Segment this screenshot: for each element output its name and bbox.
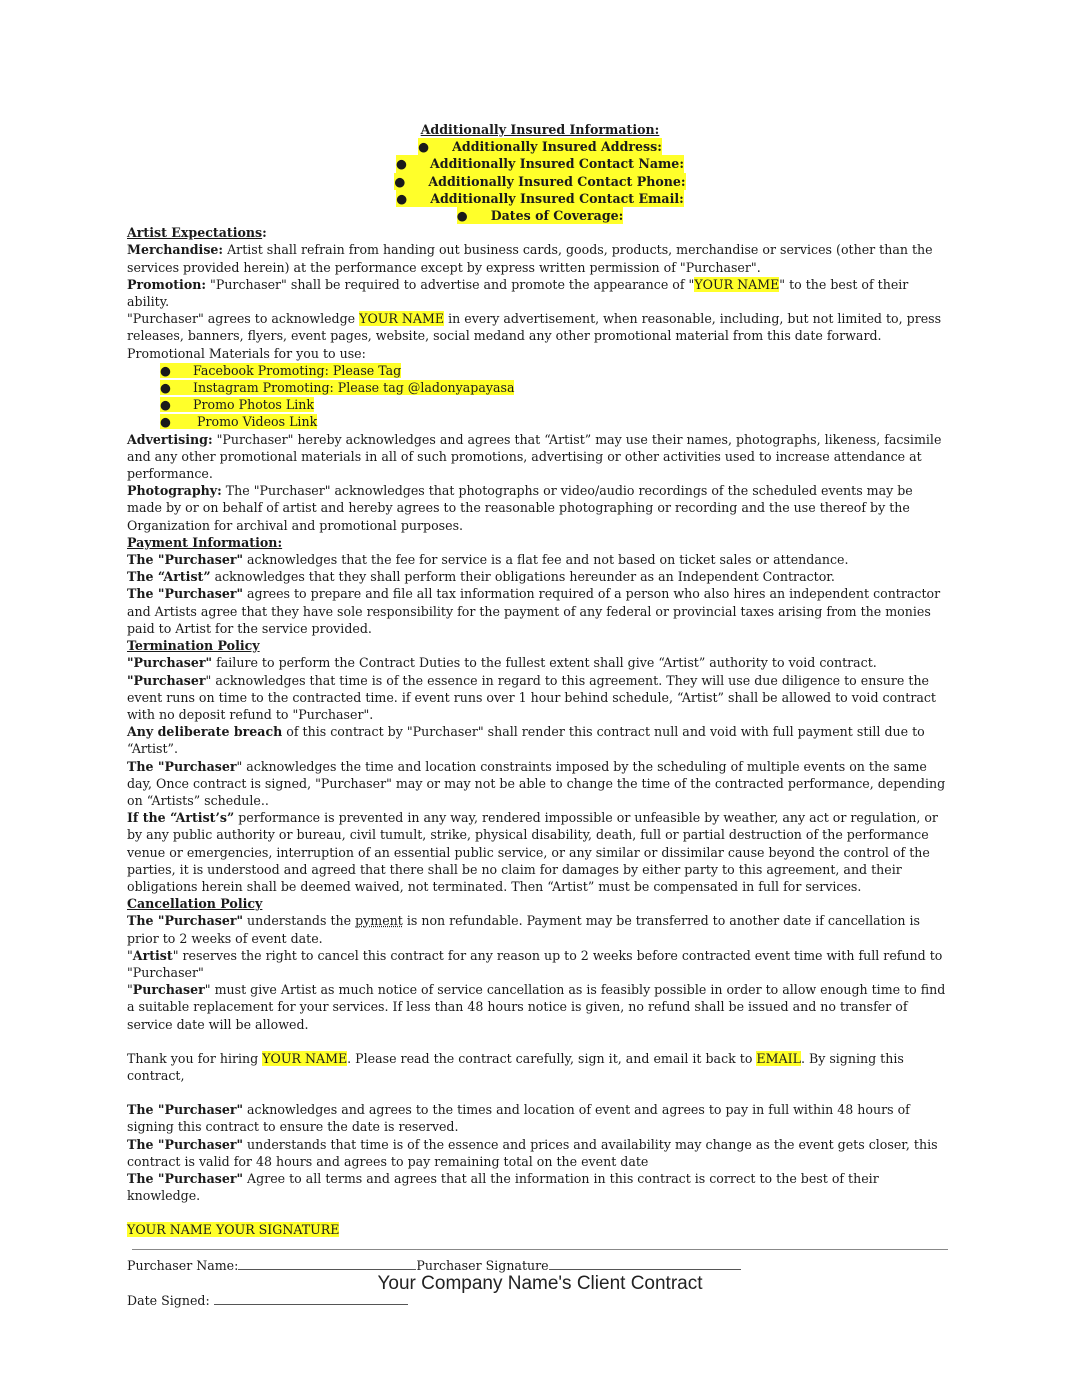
bullet-icon: ● <box>396 190 408 206</box>
list-item: ● Facebook Promoting: Please Tag <box>160 362 402 378</box>
purchaser-sign-line: Purchaser Name: Purchaser Signature <box>127 1256 947 1274</box>
footer-divider <box>132 1249 948 1250</box>
expectations-heading: Artist Expectations: <box>127 225 267 241</box>
agreement-clause-3: The "Purchaser" Agree to all terms and agrees that all the information in this contract is correct to the best of their knowledge. <box>127 1170 879 1204</box>
signature-highlight: YOUR NAME YOUR SIGNATURE <box>127 1222 340 1238</box>
termination-clause-4: The "Purchaser" acknowledges the time and location constraints imposed by the scheduling of multiple events on the same day, Once contract is signed, "Purchaser" may or may not be able to change the time of the contracted performance, depending on “Artists” schedule.. <box>127 758 946 808</box>
insured-item-contact-phone: ● Additionally Insured Contact Phone: <box>394 173 686 189</box>
agreement-clause-2: The "Purchaser" understands that time is of the essence and prices and availability may change as the event gets closer, this contract is valid for 48 hours and agrees to pay remaining total on the event date <box>127 1136 938 1169</box>
thank-you-line: Thank you for hiring YOUR NAME. Please read the contract carefully, sign it, and email it back to EMAIL. By signing this contract, <box>127 1050 904 1083</box>
bullet-icon: ● <box>160 414 171 430</box>
your-name-highlight: YOUR NAME <box>359 311 445 327</box>
cancellation-clause-3: "Purchaser" must give Artist as much notice of service cancellation as is feasibly possible in order to allow enough time to find a suitable replacement for your services. If less than 48 hours notice is given, no refund shall be issued and no transfer of service date will be allowed. <box>127 982 946 1032</box>
insured-block <box>0 121 1080 224</box>
insured-item-address: ● Additionally Insured Address: <box>418 139 662 155</box>
advertising-clause: Advertising: "Purchaser" hereby acknowledges and agrees that “Artist” may use their names, photographs, likeness, facsimile and any other promotional materials in all of such promotions, advertising or other activities used to increase attendance at performance. <box>127 431 942 482</box>
date-signed-line: Date Signed: <box>127 1291 947 1309</box>
purchaser-name-field[interactable] <box>238 1256 416 1270</box>
insured-item-contact-email: ● Additionally Insured Contact Email: <box>396 190 684 206</box>
payment-clause-1: The "Purchaser" acknowledges that the fee for service is a flat fee and not based on ticket sales or attendance. <box>127 552 849 568</box>
bullet-icon: ● <box>160 397 171 413</box>
list-item: ● Promo Videos Link <box>160 414 318 430</box>
bullet-icon: ● <box>160 380 171 396</box>
merchandise-clause: Merchandise: Artist shall refrain from handing out business cards, goods, products, merchandise or services (other than the services provided herein) at the performance except by express written permission of "Purchaser". <box>127 242 933 275</box>
bullet-icon: ● <box>456 208 468 224</box>
bullet-icon: ● <box>418 139 430 155</box>
bullet-icon: ● <box>396 156 407 172</box>
your-name-highlight: YOUR NAME <box>694 276 780 292</box>
your-name-highlight: YOUR NAME <box>262 1050 348 1066</box>
agreement-clause-1: The "Purchaser" acknowledges and agrees to the times and location of event and agrees to pay in full within 48 hours of signing this contract to ensure the date is reserved. <box>127 1102 910 1135</box>
footer-title: Your Company Name's Client Contract <box>377 1273 703 1294</box>
payment-clause-3: The "Purchaser" agrees to prepare and file all tax information required of a person who also hires an independent contractor and Artists agree that they have sole responsibility for the payment of any federal or provincial taxes arising from the monies paid to Artist for the service provided. <box>127 586 941 636</box>
promotion-clause: Promotion: "Purchaser" shall be required to advertise and promote the appearance of "YOUR NAME" to the best of their ability. <box>127 276 909 310</box>
cancellation-clause-1: The "Purchaser" understands the pyment is non refundable. Payment may be transferred to another date if cancellation is prior to 2 weeks of event date. <box>127 913 920 946</box>
termination-clause-1: "Purchaser" failure to perform the Contract Duties to the fullest extent shall give “Artist” authority to void contract. <box>127 655 877 671</box>
cancellation-heading: Cancellation Policy <box>127 896 263 912</box>
contract-page <box>127 121 947 1309</box>
list-item: ● Promo Photos Link <box>160 397 315 413</box>
termination-clause-5: If the “Artist’s” performance is prevented in any way, rendered impossible or unfeasible by weather, any act or regulation, or by any public authority or bureau, civil tumult, strike, physical disability, death, full or partial destruction of the performance venue or emergencies, interruption of an essential public service, or any similar or dissimilar cause beyond the control of the parties, it is understood and agreed that there shall be no claim for damages by either party to this agreement, and their obligations herein shall be deemed waived, not terminated. Then “Artist” must be compensated in full for services. <box>127 810 938 894</box>
termination-heading: Termination Policy <box>127 638 260 654</box>
promo-materials-list <box>127 362 947 431</box>
bullet-icon: ● <box>394 173 406 189</box>
bullet-icon: ● <box>160 362 171 378</box>
payment-heading: Payment Information: <box>127 534 283 550</box>
insured-title: Additionally Insured Information: <box>420 122 660 137</box>
insured-item-contact-name: ● Additionally Insured Contact Name: <box>396 156 684 172</box>
materials-intro: Promotional Materials for you to use: <box>127 345 366 361</box>
termination-clause-3: Any deliberate breach of this contract by "Purchaser" shall render this contract null and void with full payment still due to “Artist”. <box>127 724 925 757</box>
list-item: ● Instagram Promoting: Please tag @ladonyapayasa <box>160 380 515 396</box>
insured-item-dates: ● Dates of Coverage: <box>456 208 624 224</box>
cancellation-clause-2: "Artist" reserves the right to cancel this contract for any reason up to 2 weeks before contracted event time with full refund to "Purchaser" <box>127 947 943 980</box>
payment-clause-2: The “Artist” acknowledges that they shall perform their obligations hereunder as an Independent Contractor. <box>127 569 835 585</box>
termination-clause-2: "Purchaser" acknowledges that time is of the essence in regard to this agreement. They will use due diligence to ensure the event runs on time to the contracted time. if event runs over 1 hour behind schedule, “Artist” shall be allowed to void contract with no deposit refund to "Purchaser". <box>127 672 936 722</box>
email-highlight: EMAIL <box>756 1050 801 1066</box>
photography-clause: Photography: The "Purchaser" acknowledges that photographs or video/audio recordings of the scheduled events may be made by or on behalf of artist and hereby agrees to the reasonable photographing or recording and the use thereof by the Organization for archival and promotional purposes. <box>127 483 913 533</box>
acknowledge-clause: "Purchaser" agrees to acknowledge YOUR NAME in every advertisement, when reasonable, including, but not limited to, press releases, banners, flyers, event pages, website, social medand any other promotional material from this date forward. <box>127 311 942 344</box>
purchaser-signature-field[interactable] <box>549 1256 741 1270</box>
